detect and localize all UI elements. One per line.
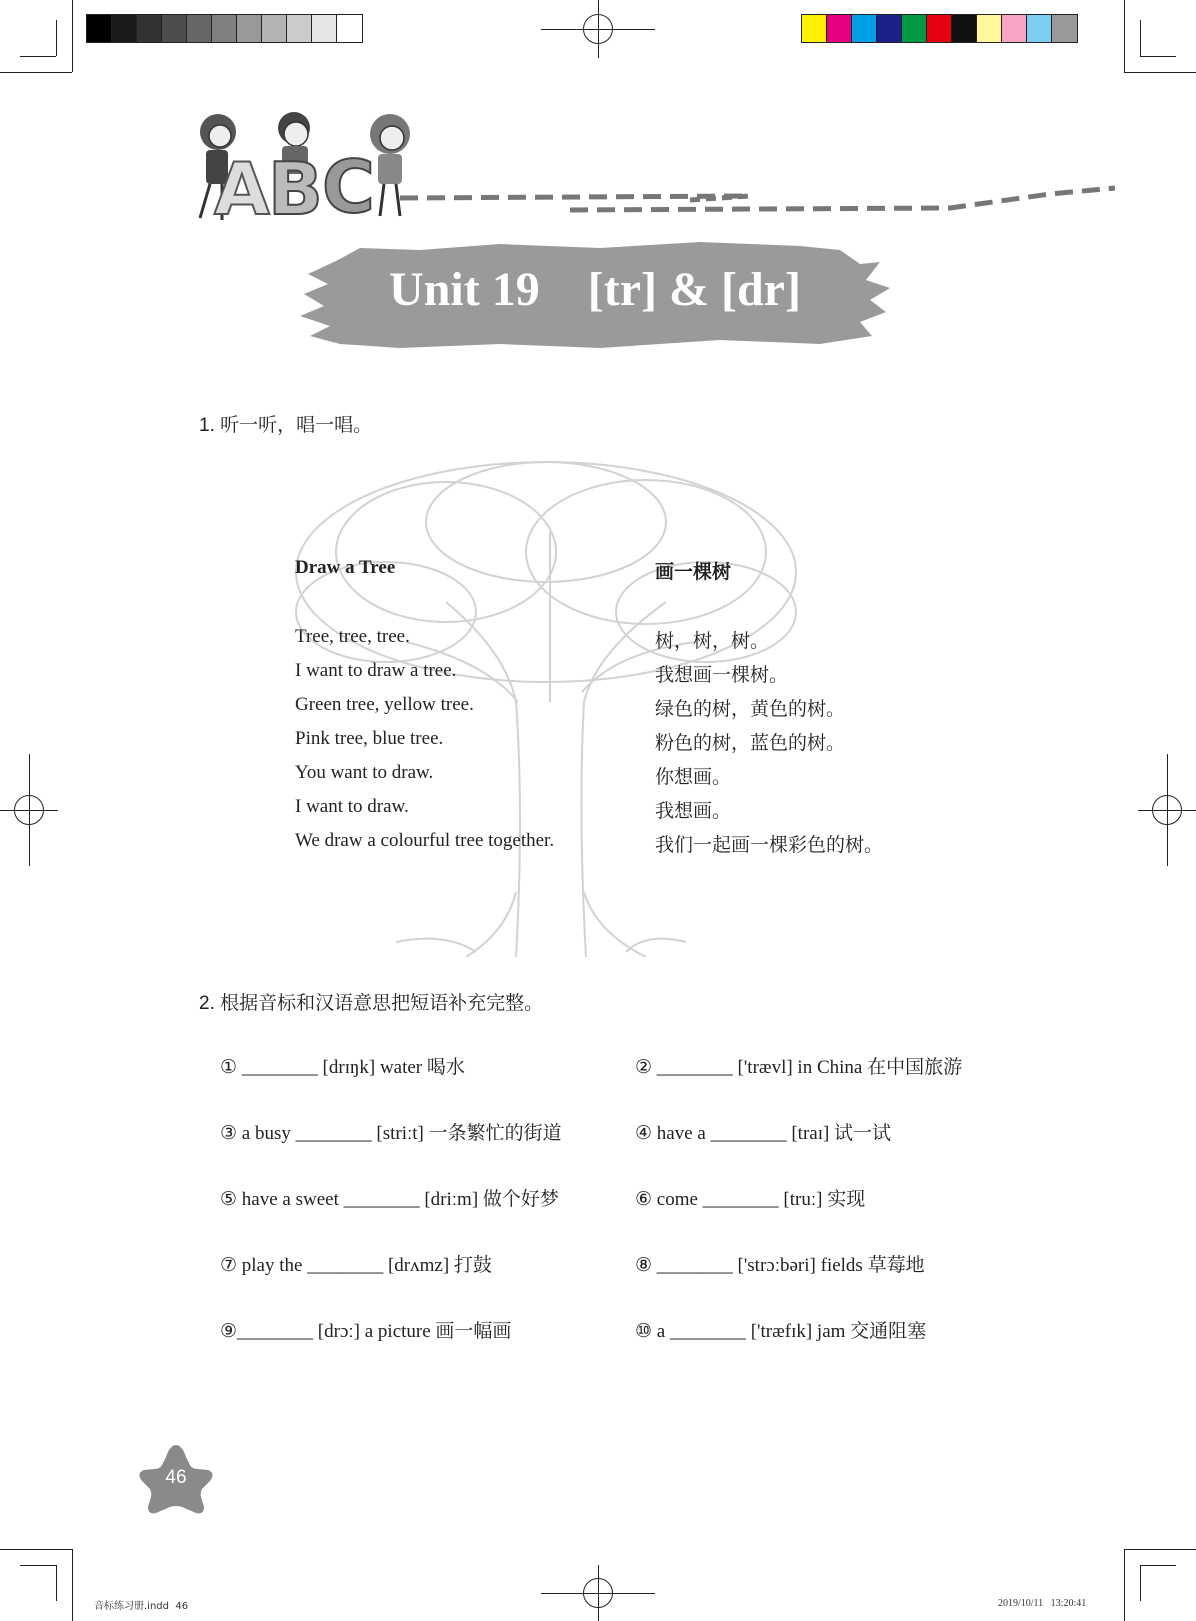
poem-line-cn: 粉色的树，蓝色的树。 [655, 732, 846, 754]
indesign-file-slug: 音标练习册.indd 46 [94, 1601, 189, 1612]
poem-line-cn: 我们一起画一棵彩色的树。 [655, 834, 884, 856]
process-color-swatch [977, 15, 1002, 42]
poem-line-cn: 你想画。 [655, 766, 732, 788]
process-color-swatch [802, 15, 827, 42]
svg-text:A: A [214, 147, 270, 228]
print-timestamp: 2019/10/11 13:20:41 [998, 1598, 1087, 1609]
page-number: 46 [165, 1467, 187, 1488]
poem-line-cn: 我想画。 [655, 800, 732, 822]
process-color-swatch [902, 15, 927, 42]
svg-text:C: C [322, 145, 375, 228]
grayscale-swatch [162, 15, 187, 42]
poem-line-cn: 我想画一棵树。 [655, 664, 789, 686]
grayscale-swatch [87, 15, 112, 42]
grayscale-swatch [262, 15, 287, 42]
poem-line-en: Green tree, yellow tree. [295, 694, 474, 715]
grayscale-swatch [287, 15, 312, 42]
process-color-swatch [827, 15, 852, 42]
process-color-swatch [1002, 15, 1027, 42]
section-1-heading: 1. 听一听，唱一唱。 [199, 415, 373, 436]
grayscale-swatch [337, 15, 362, 42]
process-color-swatch [877, 15, 902, 42]
unit-title: Unit 19 [tr] & [dr] [389, 263, 801, 316]
process-color-swatch [1052, 15, 1077, 42]
poem-line-en: We draw a colourful tree together. [295, 830, 555, 851]
section-2-heading: 2. 根据音标和汉语意思把短语补充完整。 [199, 993, 544, 1014]
exercise-item: ③ a busy ________ [striːt] 一条繁忙的街道 [220, 1123, 562, 1144]
process-color-swatch [927, 15, 952, 42]
grayscale-swatch [212, 15, 237, 42]
poem-title-chinese: 画一棵树 [655, 561, 732, 583]
poem-line-cn: 树，树，树。 [655, 630, 770, 652]
grayscale-swatch [237, 15, 262, 42]
poem-title-english: Draw a Tree [295, 557, 396, 578]
poem-line-en: I want to draw a tree. [295, 660, 457, 681]
exercise-item: ⑥ come ________ [truː] 实现 [635, 1189, 866, 1210]
exercise-item: ⑤ have a sweet ________ [driːm] 做个好梦 [220, 1189, 559, 1210]
process-color-bar [801, 14, 1078, 43]
grayscale-swatch [312, 15, 337, 42]
grayscale-swatch [112, 15, 137, 42]
exercise-item: ⑦ play the ________ [drʌmz] 打鼓 [220, 1255, 492, 1276]
process-color-swatch [852, 15, 877, 42]
exercise-item: ⑩ a ________ ['træfɪk] jam 交通阻塞 [635, 1321, 927, 1342]
grayscale-swatch [187, 15, 212, 42]
process-color-swatch [1027, 15, 1052, 42]
poem-line-en: Tree, tree, tree. [295, 626, 410, 647]
grayscale-swatch [137, 15, 162, 42]
exercise-item: ① ________ [drɪŋk] water 喝水 [220, 1057, 465, 1078]
exercise-item: ② ________ ['trævl] in China 在中国旅游 [635, 1057, 963, 1078]
poem-line-en: You want to draw. [295, 762, 434, 783]
exercise-item: ⑨________ [drɔː] a picture 画一幅画 [220, 1321, 512, 1342]
exercise-item: ⑧ ________ ['strɔːbəri] fields 草莓地 [635, 1255, 925, 1276]
poem-line-en: Pink tree, blue tree. [295, 728, 444, 749]
poem-line-en: I want to draw. [295, 796, 409, 817]
dashed-path-decoration [390, 176, 1120, 216]
exercise-item: ④ have a ________ [traɪ] 试一试 [635, 1123, 892, 1144]
poem-line-cn: 绿色的树，黄色的树。 [655, 698, 846, 720]
grayscale-color-bar [86, 14, 363, 43]
svg-text:B: B [268, 147, 323, 228]
process-color-swatch [952, 15, 977, 42]
